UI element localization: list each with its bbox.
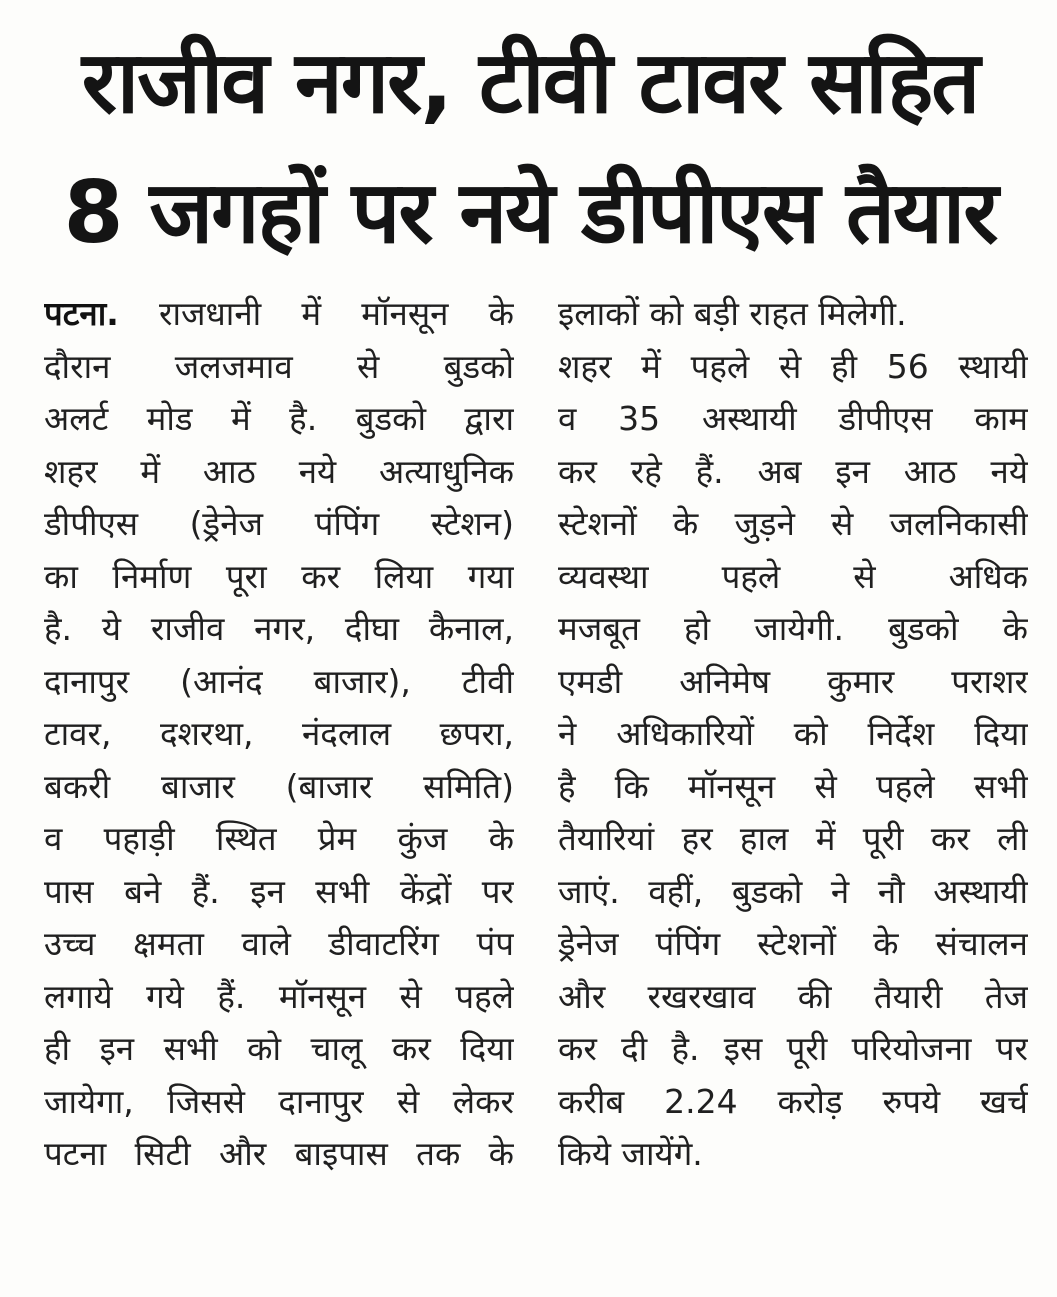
article-column-left [44, 288, 514, 1181]
headline-line-1: राजीव नगर, टीवी टावर सहित [81, 33, 979, 133]
article-line: करीब 2.24 करोड़ रुपये खर्च [558, 1081, 1028, 1121]
article-line: टावर, दशरथा, नंदलाल छपरा, [44, 714, 514, 753]
article-line: का निर्माण पूरा कर लिया गया [44, 556, 514, 596]
article-line: व पहाड़ी स्थित प्रेम कुंज के [44, 819, 514, 858]
article-line: ही इन सभी को चालू कर दिया [44, 1029, 514, 1068]
article-line: कर दी है. इस पूरी परियोजना पर [558, 1029, 1028, 1068]
article-line: दानापुर (आनंद बाजार), टीवी [44, 661, 514, 701]
article-line: उच्च क्षमता वाले डीवाटरिंग पंप [44, 924, 514, 963]
article-line: शहर में पहले से ही 56 स्थायी [558, 346, 1028, 386]
article-line: ड्रेनेज पंपिंग स्टेशनों के संचालन [558, 924, 1028, 963]
article-line: कर रहे हैं. अब इन आठ नये [558, 451, 1028, 491]
article-line: दौरान जलजमाव से बुडको [44, 346, 514, 386]
article-line: पास बने हैं. इन सभी केंद्रों पर [44, 871, 514, 911]
article-line [44, 288, 514, 341]
article-line: ने अधिकारियों को निर्देश दिया [558, 714, 1028, 753]
article-line: लगाये गये हैं. मॉनसून से पहले [44, 976, 514, 1016]
article-line: डीपीएस (ड्रेनेज पंपिंग स्टेशन) [44, 504, 514, 543]
dateline: पटना. [44, 294, 119, 333]
article-line: व्यवस्था पहले से अधिक [558, 556, 1028, 596]
article-line: शहर में आठ नये अत्याधुनिक [44, 451, 514, 491]
article-line: जायेगा, जिससे दानापुर से लेकर [44, 1081, 514, 1121]
article-line: पटना सिटी और बाइपास तक के [44, 1134, 514, 1173]
article-line: है. ये राजीव नगर, दीघा कैनाल, [44, 609, 514, 648]
headline-line-2: 8 जगहों पर नये डीपीएस तैयार [63, 163, 997, 263]
article-line-text: राजधानी में मॉनसून के [118, 294, 514, 333]
article-line: एमडी अनिमेष कुमार पराशर [558, 661, 1028, 701]
article-line: और रखरखाव की तैयारी तेज [558, 976, 1028, 1016]
article-line: व 35 अस्थायी डीपीएस काम [558, 399, 1028, 438]
article-line: मजबूत हो जायेगी. बुडको के [558, 609, 1028, 648]
article-line: तैयारियां हर हाल में पूरी कर ली [558, 819, 1028, 858]
article-line: अलर्ट मोड में है. बुडको द्वारा [44, 399, 514, 438]
article-line: स्टेशनों के जुड़ने से जलनिकासी [558, 504, 1028, 543]
article-line: बकरी बाजार (बाजार समिति) [44, 766, 514, 806]
article-line: किये जायेंगे. [558, 1134, 703, 1173]
headline [30, 18, 1030, 278]
article-column-right [558, 288, 1028, 1181]
article-line: इलाकों को बड़ी राहत मिलेगी. [558, 294, 907, 333]
article-line: जाएं. वहीं, बुडको ने नौ अस्थायी [558, 871, 1028, 911]
article-line: है कि मॉनसून से पहले सभी [558, 766, 1028, 806]
